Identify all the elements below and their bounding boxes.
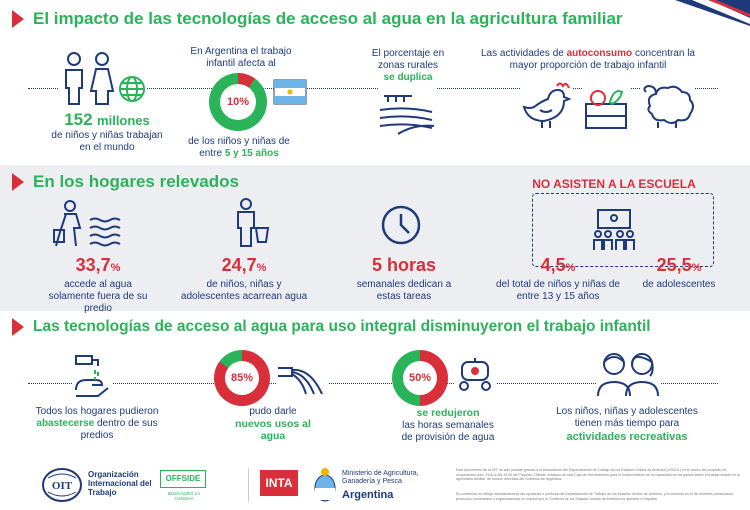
stat-25-5 — [636, 255, 722, 291]
section1-header — [12, 9, 623, 29]
inta-logo: INTA — [260, 470, 298, 496]
stat-33-7-unit: % — [110, 262, 121, 274]
stat2-top: En Argentina el trabajo infantil afecta al — [190, 46, 292, 69]
disclaimer-2: Su contenido no refleja necesariamente las opiniones o políticas del Departamento de Trabajo de los Estados Unidos de América, y la mención en él de nombres comerciales, productos comerciales u organizaciones no implica que el Gobierno de los Estados Unidos de América los apruebe o respalde. — [456, 492, 734, 501]
donut-50-label: 50% — [408, 372, 432, 384]
stat-4-5-value: 4,5 — [540, 255, 566, 275]
section3-title: Las tecnologías de acceso al agua para uso integral disminuyeron el trabajo infantil — [33, 318, 651, 335]
stat1-number: 152 — [64, 110, 93, 129]
hen-icon — [520, 80, 572, 130]
stat-4-5-text: del total de niños y niñas de entre 13 y 15 años — [496, 279, 620, 302]
stat-5-horas-text: semanales dedican a estas tareas — [356, 279, 452, 302]
oit-logo-text: OIT — [51, 480, 73, 492]
donut-85-label: 85% — [230, 372, 254, 384]
disclaimer-1: Este documento de la OIT ha sido posible gracias a la financiación del Departamento de Trabajo de los Estados Unidos de América (USDOL) en el marco del proyecto de cooperación núm. FOA-ILAB-19-05 de Proyecto 'Offside: creación de una Caja de Herramientas para el fortalecimiento de la capacidad de los países sobre el trabajo infantil en la agricultura familiar' de fondos ofrecidos del Gobierno de Argentina. — [456, 468, 740, 482]
ministry-name: Ministerio de Agricultura, Ganadería y Pesca — [342, 470, 419, 485]
stat-25-5-unit: % — [691, 262, 702, 274]
item2-b: nuevos usos al agua — [235, 418, 311, 442]
section-triangle-icon — [12, 173, 24, 191]
item3-b: las horas semanales de provisión de agua — [401, 420, 495, 443]
clock-icon — [380, 204, 422, 246]
rural-fields-icon — [378, 88, 436, 136]
oit-name: Organización Internacional del Trabajo — [88, 470, 152, 497]
stat-5-horas — [352, 255, 456, 303]
offside-logo: OFFSIDE — [160, 470, 206, 488]
vegetable-crate-icon — [582, 84, 630, 130]
stat-24-7-text: de niños, niñas y adolescentes acarrean agua — [180, 279, 308, 302]
section-triangle-icon — [12, 318, 24, 336]
item1-text — [34, 406, 160, 442]
water-tank-cart-icon — [454, 356, 496, 392]
stat-4-5-unit: % — [565, 262, 576, 274]
stat-33-7-value: 33,7 — [75, 255, 111, 275]
item4-b: actividades recreativas — [566, 431, 688, 443]
stat2-bottom — [176, 136, 302, 160]
globe-icon — [118, 75, 146, 103]
section1-title: El impacto de las tecnologías de acceso al agua en la agricultura familiar — [33, 9, 623, 28]
stat-25-5-text: de adolescentes — [642, 279, 716, 290]
stat-24-7-unit: % — [256, 262, 267, 274]
stat4-a: Las actividades de — [480, 48, 564, 59]
item2-a: pudo darle — [249, 406, 297, 417]
stat4-c: concentran la mayor proporción de trabajo infantil — [509, 48, 695, 71]
argentina-coat-of-arms-icon — [312, 466, 338, 504]
donut-chart-10 — [209, 73, 267, 131]
stat4-text — [478, 48, 698, 72]
happy-children-icon — [596, 348, 660, 398]
classroom-icon — [588, 208, 640, 252]
tap-hand-icon — [72, 350, 112, 398]
stat1-unit: millones — [97, 113, 150, 128]
donut-10-label: 10% — [226, 96, 250, 108]
item4-a: Los niños, niñas y adolescentes tienen más tiempo para — [556, 406, 698, 429]
argentina-flag-icon — [273, 79, 307, 105]
oit-logo — [42, 468, 82, 502]
ministry-country: Argentina — [342, 489, 394, 501]
irrigation-icon — [276, 360, 328, 398]
item1-c: dentro de sus predios — [80, 418, 158, 441]
stat-25-5-value: 25,5 — [656, 255, 692, 275]
footer-divider — [248, 468, 249, 502]
school-header: NO ASISTEN A LA ESCUELA — [532, 177, 696, 191]
offside-sub: BUSCANDO LA CANCHA — [167, 491, 201, 501]
stat3-top: El porcentaje en zonas rurales — [371, 48, 445, 71]
child-bucket-icon — [228, 198, 272, 248]
donut-chart-85 — [214, 350, 270, 406]
corner-ribbon-decoration — [650, 0, 750, 26]
item3-a: se redujeron — [416, 407, 480, 419]
donut-chart-50 — [392, 350, 448, 406]
section2-title: En los hogares relevados — [33, 172, 239, 191]
section2-header — [12, 172, 239, 192]
children-icon — [58, 50, 120, 108]
stat-33-7-text: accede al agua solamente fuera de su predio — [48, 279, 148, 314]
child-carrying-water-icon — [48, 200, 124, 248]
stat-152-millones — [42, 110, 172, 130]
stat4-b: autoconsumo — [566, 48, 633, 59]
stat2-bottom-b: 5 y 15 años — [224, 148, 279, 159]
stat-24-7-value: 24,7 — [221, 255, 257, 275]
stat3-bold: se duplica — [383, 72, 433, 83]
item1-b: abastecerse — [36, 418, 95, 429]
item1-a: Todos los hogares pudieron — [35, 406, 159, 417]
sheep-icon — [640, 82, 694, 130]
stat-33-7 — [40, 255, 156, 315]
stat-5-horas-value: 5 horas — [371, 255, 437, 275]
stat2-bottom-a: de los niños y niñas de entre — [188, 136, 290, 159]
stat-4-5 — [496, 255, 620, 303]
section3-header — [12, 318, 651, 336]
stat1-text: de niños y niñas trabajan en el mundo — [51, 130, 163, 153]
section-triangle-icon — [12, 10, 24, 28]
stat-24-7 — [180, 255, 308, 303]
